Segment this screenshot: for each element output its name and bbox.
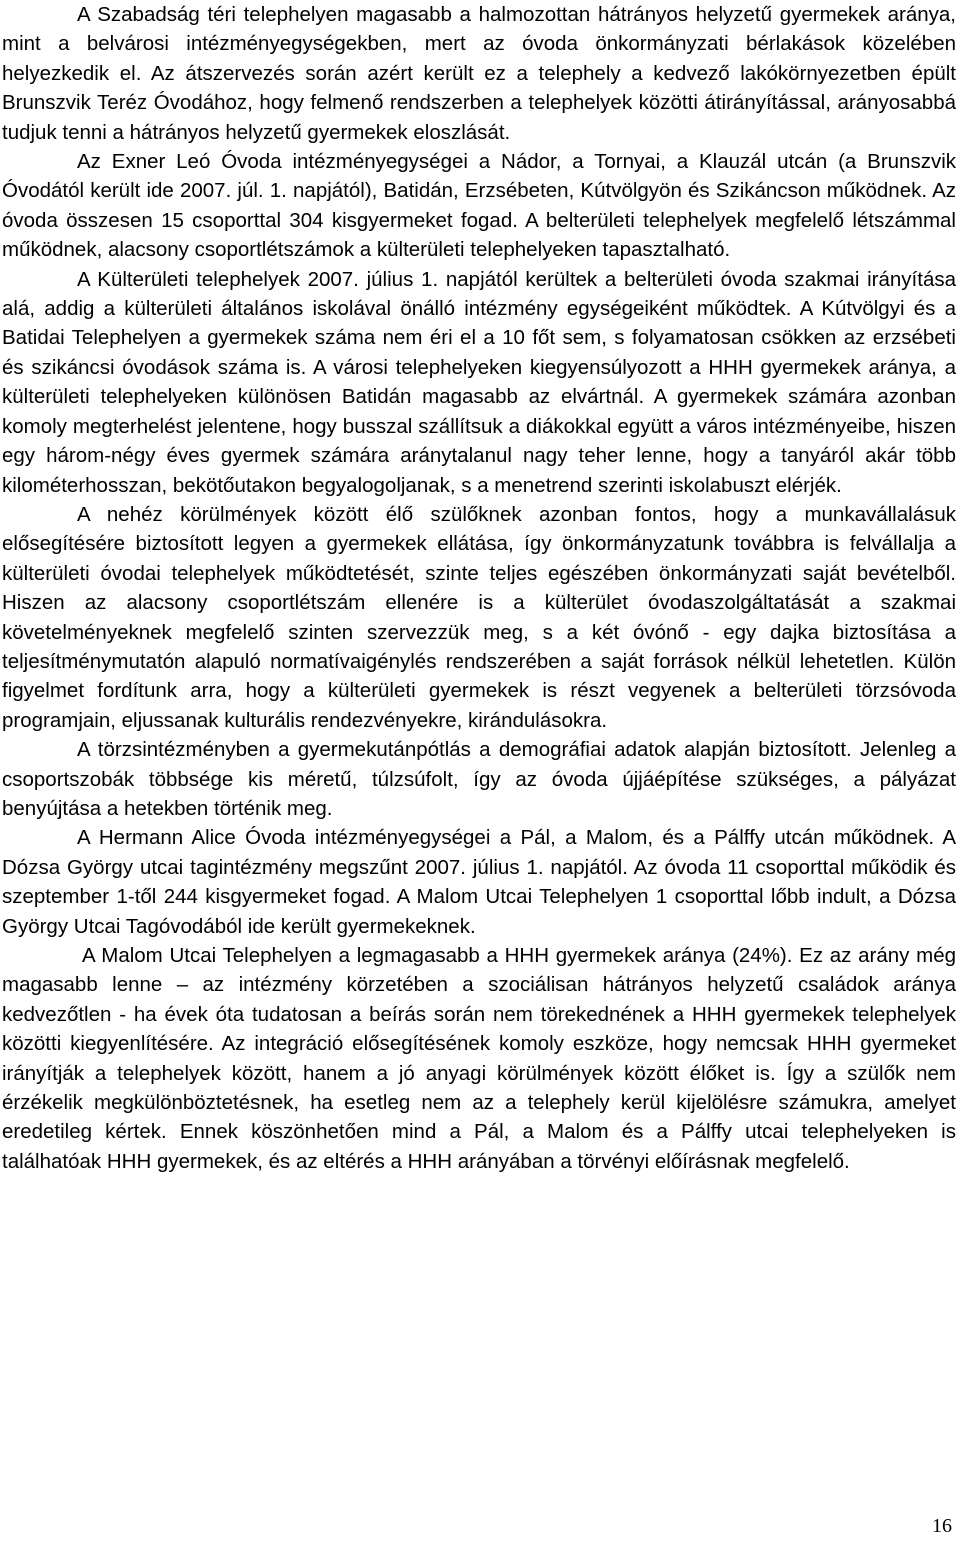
page-number: 16 — [932, 1515, 952, 1537]
body-text — [2, 0, 956, 1176]
paragraph-7: A Malom Utcai Telephelyen a legmagasabb a HHH gyermekek aránya (24%). Ez az arány még magasabb lenne – az intézmény körzetében a szociálisan hátrányos helyzetű családok aránya kedvezőtlen - ha évek óta tudatosan a beírás során nem törekednének a HHH gyermekek telephelyek közötti kiegyenlítésére. Az integráció elősegítésének komoly eszköze, hogy nemcsak HHH gyermeket irányítják a telephelyek között, hanem a jó anyagi körülmények között élőket is. Így a szülők nem érzékelik megkülönböztetésnek, ha esetleg nem az a telephely kerül kijelölésre számukra, amelyet eredetileg kértek. Ennek köszönhetően mind a Pál, a Malom és a Pálffy utcai telephelyeken is találhatóak HHH gyermekek, és az eltérés a HHH arányában a törvényi előírásnak megfelelő. — [2, 944, 956, 1173]
paragraph-1: A Szabadság téri telephelyen magasabb a halmozottan hátrányos helyzetű gyermekek aránya, mint a belvárosi intézményegységekben, mert az óvoda önkormányzati bérlakások közelében helyezkedik el. Az átszervezés során azért került ez a telephely a kedvező lakókörnyezetben épült Brunszvik Teréz Óvodához, hogy felmenő rendszerben a telephelyek közötti átirányítással, arányosabbá tudjuk tenni a hátrányos helyzetű gyermekek eloszlását. — [2, 3, 956, 144]
paragraph-6: A Hermann Alice Óvoda intézményegységei a Pál, a Malom, és a Pálffy utcán működnek. A Dózsa György utcai tagintézmény megszűnt 2007. július 1. napjától. Az óvoda 11 csoporttal működik és szeptember 1-től 244 kisgyermeket fogad. A Malom Utcai Telephelyen 1 csoporttal lőbb indult, a Dózsa György Utcai Tagóvodából ide került gyermekeknek. — [2, 826, 956, 938]
paragraph-2: Az Exner Leó Óvoda intézményegységei a Nádor, a Tornyai, a Klauzál utcán (a Brunszvik Óvodától került ide 2007. júl. 1. napjától), Batidán, Erzsébeten, Kútvölgyön és Szikáncson működnek. Az óvoda összesen 15 csoporttal 304 kisgyermeket fogad. A belterületi telephelyek megfelelő létszámmal működnek, alacsony csoportlétszámok a külterületi telephelyeken tapasztalható. — [2, 150, 956, 262]
paragraph-3: A Külterületi telephelyek 2007. július 1. napjától kerültek a belterületi óvoda szakmai irányítása alá, addig a külterületi általános iskolával önálló intézmény egységeiként működtek. A Kútvölgyi és a Batidai Telephelyen a gyermekek száma nem éri el a 10 főt sem, s folyamatosan csökken az erzsébeti és szikáncsi óvodások száma is. A városi telephelyeken kiegyensúlyozott a HHH gyermekek aránya, a külterületi telephelyeken különösen Batidán magasabb az elvártnál. A gyermekek számára azonban komoly megterhelést jelentene, hogy busszal szállítsuk a diákokkal együtt a város intézményeibe, hiszen egy három-négy éves gyermek számára aránytalanul nagy teher lenne, hogy a tanyáról akár több kilométerhosszan, bekötőutakon begyalogoljanak, s a menetrend szerinti iskolabuszt elérjék. — [2, 267, 956, 497]
paragraph-4: A nehéz körülmények között élő szülőknek azonban fontos, hogy a munkavállalásuk elősegítésére biztosított legyen a gyermekek ellátása, így önkormányzatunk továbbra is felvállalja a külterületi óvodai telephelyek működtetését, szinte teljes egészében önkormányzati saját bevételből. Hiszen az alacsony csoportlétszám ellenére is a külterület óvodaszolgáltatását a szakmai követelményeknek megfelelő szinten szervezzük meg, s a két óvónő - egy dajka biztosítása a teljesítménymutatón alapuló normatívaigénylés rendszerében a saját források nélkül lehetetlen. Külön figyelmet fordítunk arra, hogy a külterületi gyermekek is részt vegyenek a belterületi törzsóvoda programjain, eljussanak kulturális rendezvényekre, kirándulásokra. — [2, 502, 956, 732]
paragraph-5: A törzsintézményben a gyermekutánpótlás a demográfiai adatok alapján biztosított. Jelenleg a csoportszobák többsége kis méretű, túlzsúfolt, így az óvoda újjáépítése szükséges, a pályázat benyújtása a hetekben történik meg. — [2, 738, 956, 820]
